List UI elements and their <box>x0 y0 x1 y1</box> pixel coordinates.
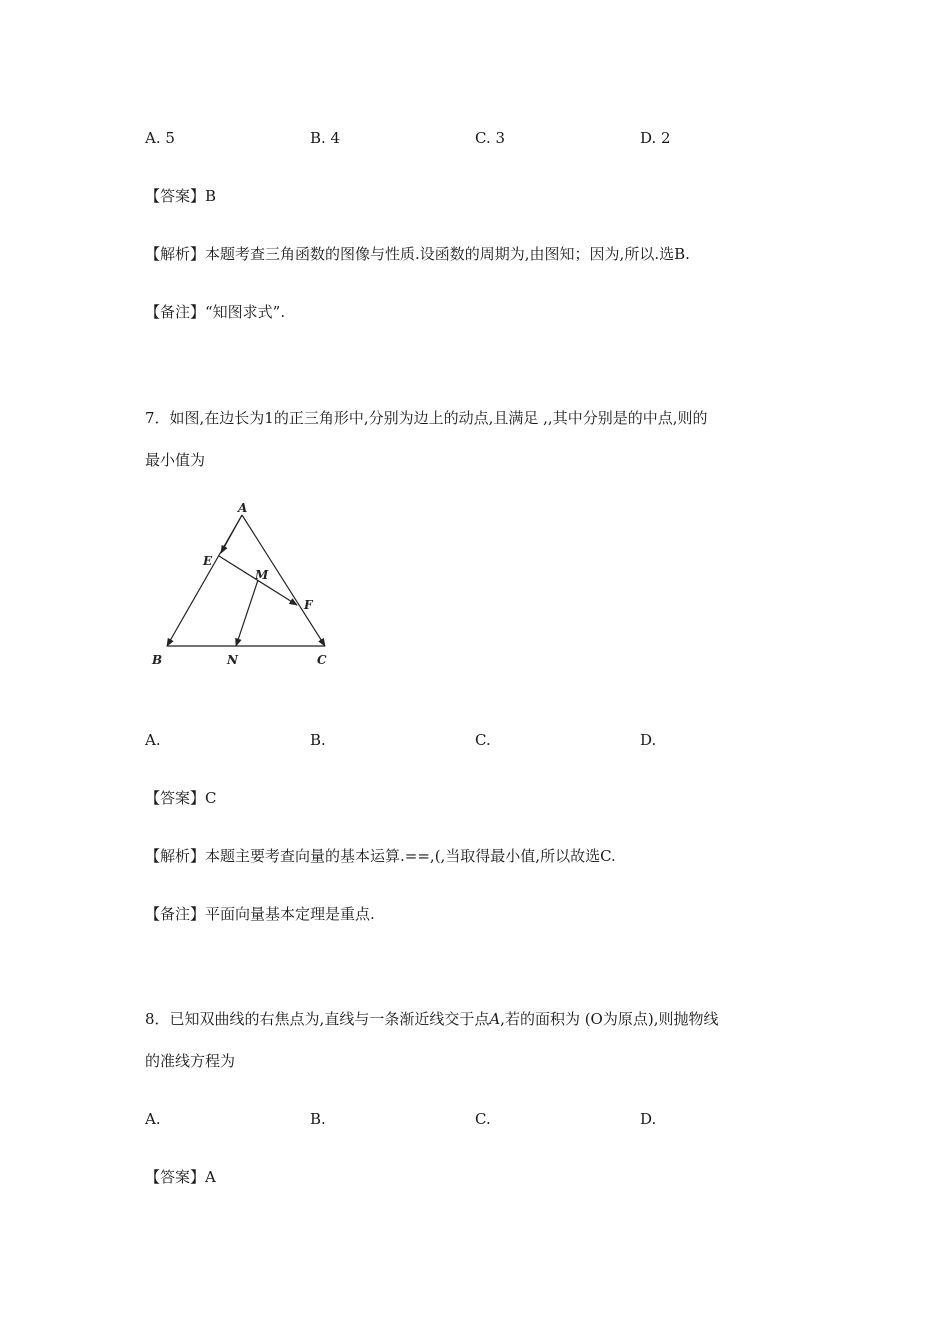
q6-note <box>145 301 285 323</box>
q8-stem-part-a: 8．已知双曲线的右焦点为,直线与一条渐近线交于点 <box>145 1010 490 1028</box>
q8-option-c: C. <box>475 1110 491 1128</box>
q8-stem-line2: 的准线方程为 <box>145 1052 236 1070</box>
segment-mn <box>236 580 258 646</box>
q7-option-a: A. <box>145 731 161 749</box>
q6-analysis <box>145 243 690 265</box>
q7-note-label: 【备注】 <box>145 905 206 923</box>
label-a: A <box>238 501 248 515</box>
q7-option-c: C. <box>475 731 491 749</box>
q6-answer-label: 【答案】 <box>145 187 206 205</box>
q7-stem-line1: 7．如图,在边长为1的正三角形中,分别为边上的动点,且满足 ,,其中分别是的中点,则的 <box>145 409 708 427</box>
q7-analysis-text: 本题主要考查向量的基本运算.==,(,当取得最小值,所以故选C. <box>205 847 616 865</box>
label-f: F <box>304 598 313 612</box>
q6-note-label: 【备注】 <box>145 303 206 321</box>
q6-analysis-label: 【解析】 <box>145 245 206 263</box>
q7-note-text: 平面向量基本定理是重点. <box>205 905 375 923</box>
q7-answer <box>145 787 217 809</box>
q7-answer-label: 【答案】 <box>145 789 206 807</box>
q6-option-d: D. 2 <box>640 129 671 147</box>
q8-stem-part-b: ,若的面积为 (O为原点),则抛物线 <box>500 1010 719 1028</box>
q8-answer-label: 【答案】 <box>145 1168 206 1186</box>
q8-option-a: A. <box>145 1110 161 1128</box>
label-n: N <box>227 653 238 667</box>
label-b: B <box>152 653 163 667</box>
q7-note <box>145 903 375 925</box>
label-m: M <box>255 568 269 582</box>
q7-analysis-label: 【解析】 <box>145 847 206 865</box>
q6-note-text: “知图求式”. <box>205 303 286 321</box>
q6-option-b: B. 4 <box>310 129 341 147</box>
q8-option-b: B. <box>310 1110 326 1128</box>
q7-stem-line2: 最小值为 <box>145 451 206 469</box>
q8-stem-line1 <box>145 1008 718 1030</box>
label-c: C <box>317 653 327 667</box>
q7-answer-value: C <box>205 789 217 807</box>
q7-option-b: B. <box>310 731 326 749</box>
q7-analysis <box>145 845 616 867</box>
q8-stem-point: A <box>489 1010 501 1028</box>
q6-analysis-text: 本题考查三角函数的图像与性质.设函数的周期为,由图知；因为,所以.选B. <box>205 245 690 263</box>
q8-answer-value: A <box>205 1168 216 1186</box>
q7-option-d: D. <box>640 731 657 749</box>
q8-option-d: D. <box>640 1110 657 1128</box>
segment-ae <box>221 515 242 553</box>
q6-answer <box>145 185 216 207</box>
q8-answer <box>145 1166 216 1188</box>
q7-triangle-figure <box>145 500 345 675</box>
q6-option-a: A. 5 <box>145 129 175 147</box>
q6-option-c: C. 3 <box>475 129 506 147</box>
label-e: E <box>203 554 213 568</box>
q6-answer-value: B <box>205 187 217 205</box>
